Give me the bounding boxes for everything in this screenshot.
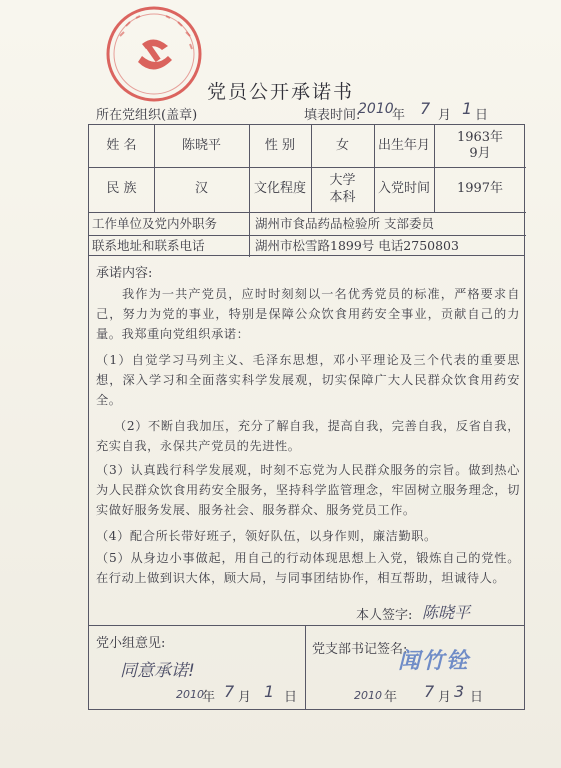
ethnic-label: 民 族 — [106, 181, 137, 197]
birth-value-year: 1963年 — [456, 129, 504, 145]
promise-item-5: （5）从身边小事做起，用自己的行动体现思想上入党，锻炼自己的党性。在行动上做到识大体，顾大局，与同事团结协作，相互帮助，坦诚待人。 — [96, 551, 520, 585]
group-opinion-label: 党小组意见: — [96, 636, 166, 651]
group-opinion-year: 2010 — [176, 688, 204, 701]
promise-intro: 我作为一共产党员，应时时刻刻以一名优秀党员的标准，严格要求自己，努力为党的事业，特别是保障公众饮食用药安全事业，贡献自己的力量。我郑重向党组织承诺： — [96, 287, 520, 341]
secretary-signature: 闻竹铨 — [398, 649, 471, 674]
education-label: 文化程度 — [253, 181, 306, 197]
group-opinion-text: 同意承诺! — [120, 661, 195, 681]
secretary-date-month: 7 — [424, 682, 435, 701]
promise-item-3: （3）认真践行科学发展观，时刻不忘党为人民群众服务的宗旨。做到热心为人民群众饮食用药安全服务，坚持科学监管理念，牢固树立服务理念，切实做好服务发展、服务社会、服务群众、服务党员工作。 — [96, 463, 520, 517]
fill-date-month: 7 — [420, 99, 431, 118]
gender-value: 女 — [335, 137, 349, 153]
secretary-date-year: 2010 — [354, 689, 382, 702]
group-opinion-day: 1 — [264, 682, 275, 701]
signature-handwritten: 陈晓平 — [422, 603, 471, 622]
ethnic-value: 汉 — [194, 181, 208, 197]
date-label: 填表时间: — [304, 108, 361, 123]
secretary-date-day: 3 — [454, 682, 465, 701]
fill-date-day-suffix: 日 — [475, 108, 489, 123]
promise-heading: 承诺内容: — [96, 266, 153, 281]
info-table — [88, 124, 525, 256]
fill-date-year: 2010 — [358, 101, 394, 117]
secretary-date-day-suffix: 日 — [470, 690, 484, 705]
work-value: 湖州市食品药品检验所 支部委员 — [255, 215, 434, 231]
promise-item-2: （2）不断自我加压，充分了解自我，提高自我，完善自我，反省自我，充实自我，永保共产党员的先进性。 — [96, 419, 520, 453]
education-value-line2: 本科 — [329, 189, 356, 205]
org-label: 所在党组织(盖章) — [96, 108, 198, 123]
birth-value — [434, 125, 526, 167]
group-opinion-year-suffix: 年 — [202, 690, 216, 705]
secretary-date-year-suffix: 年 — [384, 690, 398, 705]
promise-item-1: （1）自觉学习马列主义、毛泽东思想，邓小平理论及三个代表的重要思想，深入学习和全面落实科学发展观，切实保障广大人民群众饮食用药安全。 — [96, 353, 520, 407]
birth-value-month: 9月 — [469, 146, 491, 161]
signature-label: 本人签字: — [356, 608, 413, 623]
gender-label: 性 别 — [264, 137, 296, 153]
contact-label: 联系地址和联系电话 — [92, 238, 205, 254]
secretary-label: 党支部书记签名: — [312, 642, 408, 657]
work-label: 工作单位及党内外职务 — [92, 215, 218, 231]
promise-item-4: （4）配合所长带好班子，领好队伍，以身作则，廉洁勤职。 — [96, 529, 437, 543]
fill-date-day: 1 — [462, 99, 473, 118]
document-title: 党员公开承诺书 — [206, 81, 354, 103]
fill-date-year-suffix: 年 — [392, 108, 406, 123]
name-label: 姓 名 — [106, 137, 137, 153]
birth-label: 出生年月 — [377, 137, 430, 153]
education-value-line1: 大学 — [329, 173, 356, 189]
name-value: 陈晓平 — [181, 137, 221, 153]
fill-date-month-suffix: 月 — [438, 108, 452, 123]
group-opinion-month-suffix: 月 — [238, 690, 252, 705]
join-date-value: 1997年 — [456, 181, 504, 197]
education-value — [311, 167, 374, 212]
join-date-label: 入党时间 — [377, 181, 430, 197]
group-opinion-day-suffix: 日 — [284, 690, 298, 705]
group-opinion-month: 7 — [224, 682, 235, 701]
contact-value: 湖州市松雪路1899号 电话2750803 — [255, 238, 459, 254]
secretary-date-month-suffix: 月 — [438, 690, 452, 705]
